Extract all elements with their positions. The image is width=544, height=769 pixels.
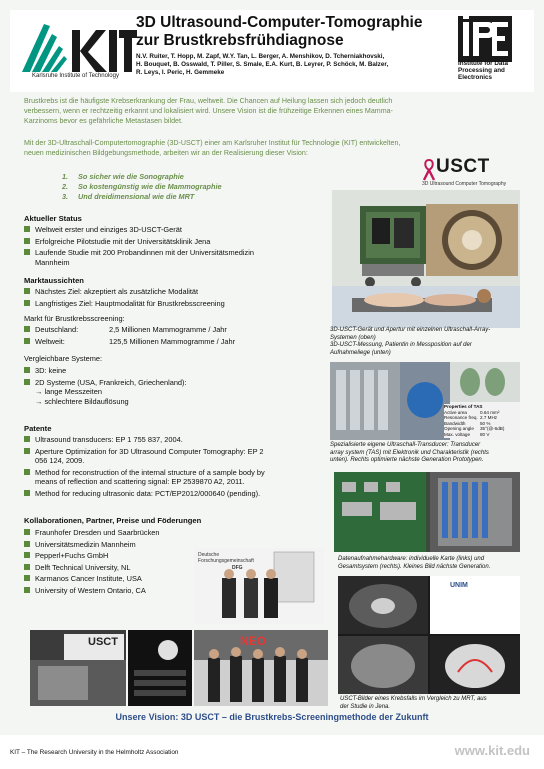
bullet-square-icon [24, 448, 30, 454]
collab-heading: Kollaborationen, Partner, Preise und Föderungen [24, 516, 202, 525]
list-item [24, 225, 324, 235]
vision-banner: Unsere Vision: 3D USCT – die Brustkrebs-Screeningmethode der Zukunft [115, 712, 429, 722]
neo-award-photo [194, 630, 328, 706]
stats-illustration [128, 630, 192, 706]
list-item [24, 435, 324, 445]
bullet-square-icon [24, 379, 30, 385]
caption-line: unten). Rechts optimierte nächste Generation Prototypen. [330, 457, 484, 464]
patents-heading: Patente [24, 424, 52, 433]
authors-line: H. Bouquet, B. Osswald, T. Piller, S. Smale, E.A. Kurt, B. Leyrer, P. Schöck, M. Balzer, [136, 61, 389, 68]
vision-text: Und dreidimensional wie die MRT [78, 192, 195, 201]
list-item-text: 3D: keine [35, 366, 67, 375]
status-list [24, 225, 324, 267]
footer [0, 735, 544, 769]
screening-label: Markt für Brustkrebsscreening: [24, 314, 125, 323]
vision-text: So sicher wie die Sonographie [78, 172, 184, 181]
bullet-square-icon [24, 238, 30, 244]
spec-value: 80 V [480, 431, 490, 437]
intro-paragraph-1 [24, 96, 518, 126]
daq-caption [338, 556, 532, 571]
list-item [24, 447, 324, 466]
poster-header [10, 10, 534, 92]
bullet-square-icon [24, 326, 30, 332]
stats-photo [128, 630, 192, 706]
vision-num: 1. [62, 172, 69, 181]
daq-illustration [334, 472, 520, 552]
bullet-square-icon [24, 564, 30, 570]
mrt-illustration [338, 576, 520, 694]
caption-line: Datenaufnahmehardware: individuelle Karte (links) und [338, 556, 485, 562]
caption-line: Aufnahmeliege (unten) [330, 349, 391, 356]
intro-line: Brustkrebs ist die häufigste Krebserkrankung der Frau, weltweit. Die Chancen auf Heilung lassen sich jedoch deutlich [24, 97, 393, 105]
list-item [24, 528, 324, 538]
neo-logo-text: NEO [240, 634, 267, 648]
intro-paragraph-2 [24, 138, 518, 158]
bullet-square-icon [24, 249, 30, 255]
ipe-line: Institute for Data [458, 60, 509, 67]
market-value: 125,5 Millionen Mammogramme / Jahr [109, 336, 236, 346]
spec-value: 0.64 mm² [480, 409, 500, 415]
bullet-square-icon [24, 367, 30, 373]
bullet-square-icon [24, 490, 30, 496]
list-item [24, 237, 324, 247]
list-subitem-text: → schlechtere Bildauflösung [35, 396, 129, 406]
unim-logo-text: UNIM [450, 582, 468, 589]
vision-num: 3. [62, 192, 69, 201]
caption-line: Spezialisierte eigene Ultraschall-Transducer: Transducer [330, 442, 481, 448]
daq-hardware-photo [334, 472, 520, 552]
comparable-list [24, 366, 324, 406]
intro-line: Karzinoms bevor es gefährliche Metastasen bildet. [24, 117, 183, 125]
device-caption [330, 327, 530, 357]
bullet-square-icon [24, 226, 30, 232]
intro-line: Mit der 3D-Ultraschall-Computertomographie (3D-USCT) einer am Karlsruher Institut für Technologie (KIT) entwickelten, [24, 139, 401, 147]
list-item [24, 337, 324, 347]
list-item-text: Pepperl+Fuchs GmbH [35, 551, 109, 560]
caption-line: array system (TAS) mit Elektronik und Charakteristik (rechts [330, 449, 489, 456]
spec-key: Max. voltage [444, 431, 471, 437]
list-item-text: Nächstes Ziel: akzeptiert als zusätzliche Modalität [35, 287, 199, 296]
dfg-short-text: DFG [232, 565, 243, 571]
caption-line: USCT-Bilder eines Krebsfalls im Vergleich zu MRT, aus [340, 696, 487, 702]
list-item-text: Mannheim [35, 257, 70, 267]
ipe-line: Processing and [458, 67, 505, 74]
title-line: zur Brustkrebsfrühdiagnose [136, 32, 344, 49]
patents-list [24, 435, 324, 498]
market-country: Weltweit: [35, 336, 65, 346]
list-item [24, 299, 324, 309]
list-item-text: Delft Technical University, NL [35, 562, 131, 572]
list-item-text: means of reflection and scattering signal: EP 2539870 A2, 2011. [35, 477, 245, 486]
caption-line: der Studie in Jena. [340, 703, 391, 710]
list-item [24, 248, 324, 267]
list-item-text: Erfolgreiche Pilotstudie mit der Universitätsklinik Jena [35, 236, 211, 246]
transducer-caption [330, 442, 530, 465]
market-country: Deutschland: [35, 325, 79, 334]
list-item-text: Method for reconstruction of the internal structure of a sample body by [35, 467, 265, 477]
list-item-text: Weltweit erster und einziges 3D-USCT-Gerät [35, 225, 182, 234]
usct-mrt-images [338, 576, 520, 694]
list-item [24, 366, 324, 376]
intro-line: verbessern, wenn er rechtzeitig erkannt und lokalisiert wird. Unsere Vision ist die frühzeitige Erkennen eines Mamma- [24, 107, 393, 115]
spec-value: 35°(@-6dB) [480, 426, 505, 432]
market-list [24, 287, 324, 308]
usct-logo-subtitle: 3D Ultrasound Computer Tomography [422, 181, 507, 187]
market-heading: Marktaussichten [24, 276, 84, 285]
mrt-caption [340, 696, 530, 711]
list-item-text: Laufende Studie mit 200 Probandinnen mit der Universitätsmedizin [35, 248, 254, 257]
list-item-text: Karmanos Cancer Institute, USA [35, 574, 142, 583]
list-item [24, 325, 324, 335]
status-heading: Aktueller Status [24, 214, 82, 223]
bullet-square-icon [24, 300, 30, 306]
ipe-line: Electronics [458, 74, 492, 81]
usct-logo-text: USCT [436, 156, 490, 177]
list-item-text: Ultrasound transducers: EP 1 755 837, 2004. [35, 435, 183, 444]
vision-text: So kostengünstig wie die Mammographie [78, 182, 222, 191]
list-item-text: 2D Systeme (USA, Frankreich, Griechenland): [35, 377, 187, 387]
vision-num: 2. [62, 182, 69, 191]
usct-banner-text: USCT [88, 636, 118, 648]
bullet-square-icon [24, 541, 30, 547]
intro-line: neuen medizinischen Bildgebungsmethode, arbeiten wir an der Realisierung dieser Vision: [24, 149, 308, 157]
caption-line: Gesamtsystem (rechts). Kleines Bild nächste Generation. [338, 563, 491, 570]
bullet-square-icon [24, 552, 30, 558]
vision-list [62, 172, 222, 202]
screening-list [24, 325, 324, 346]
caption-line: 3D-USCT-Messung, Patientin in Messposition auf der [330, 342, 472, 349]
spec-table [444, 404, 518, 438]
list-subitem-text: → lange Messzeiten [35, 387, 102, 396]
bullet-square-icon [24, 436, 30, 442]
title-line: 3D Ultrasound-Computer-Tomographie [136, 14, 423, 31]
device-illustration [332, 190, 520, 328]
bullet-square-icon [24, 288, 30, 294]
spec-key: Active area [444, 409, 467, 415]
list-item-text: Method for reducing ultrasonic data: PCT/EP2012/000640 (pending). [35, 488, 261, 498]
authors [136, 53, 454, 77]
list-item-text: Aperture Optimization for 3D Ultrasound Computer Tomography: EP 2 [35, 446, 264, 456]
spec-row [444, 432, 518, 438]
caption-line: 3D-USCT-Gerät und Apertur mit einzelnen Ultraschall-Array- [330, 327, 491, 333]
spec-value: 50 % [480, 420, 491, 426]
vision-item [62, 192, 222, 202]
kit-logo-icon [14, 16, 138, 76]
vision-item [62, 172, 222, 182]
list-item-text: University of Western Ontario, CA [35, 585, 146, 595]
ipe-name [458, 60, 530, 81]
usct-banner-photo [30, 630, 126, 706]
comparable-label: Vergleichbare Systeme: [24, 354, 103, 363]
dfg-logo-text: Deutsche Forschungsgemeinschaft [198, 552, 254, 564]
list-item [24, 489, 324, 499]
spec-title: Properties of TAS [444, 404, 483, 409]
footer-text: KIT – The Research University in the Helmholtz Association [10, 749, 179, 756]
footer-url[interactable]: www.kit.edu [454, 743, 530, 758]
spec-key: Opening angle [444, 426, 474, 432]
authors-line: R. Leys, I. Peric, H. Gemmeke [136, 69, 225, 76]
bullet-square-icon [24, 529, 30, 535]
authors-line: N.V. Ruiter, T. Hopp, M. Zapf, W.Y. Tan, L. Berger, A. Menshikov, D. Tcherniakhovski, [136, 53, 385, 60]
vision-item [62, 182, 222, 192]
list-item-text: Langfristiges Ziel: Hauptmodalität für Brustkrebsscreening [35, 298, 225, 308]
list-item [24, 468, 324, 487]
ribbon-icon [422, 158, 436, 182]
list-item-text: Universitätsmedizin Mannheim [35, 539, 136, 549]
spec-key: Resonance freq. [444, 415, 478, 421]
kit-subtitle: Karlsruhe Institute of Technology [32, 73, 119, 79]
list-item-text: 056 124, 2009. [35, 456, 85, 465]
spec-key: Bandwidth [444, 420, 466, 426]
list-item-text: Fraunhofer Dresden und Saarbrücken [35, 528, 160, 537]
page-title [136, 14, 454, 50]
bullet-square-icon [24, 575, 30, 581]
caption-line: Systemen (oben) [330, 334, 376, 341]
bullet-square-icon [24, 587, 30, 593]
bullet-square-icon [24, 338, 30, 344]
usct-device-photo [332, 190, 520, 328]
list-item [24, 287, 324, 297]
award-photo [194, 548, 324, 624]
spec-value: 2.7 MHz [480, 415, 498, 421]
list-item [24, 378, 324, 407]
market-value: 2,5 Millionen Mammogramme / Jahr [109, 325, 227, 334]
bullet-square-icon [24, 469, 30, 475]
usct-logo [420, 156, 524, 192]
ipe-logo-icon [458, 16, 512, 62]
